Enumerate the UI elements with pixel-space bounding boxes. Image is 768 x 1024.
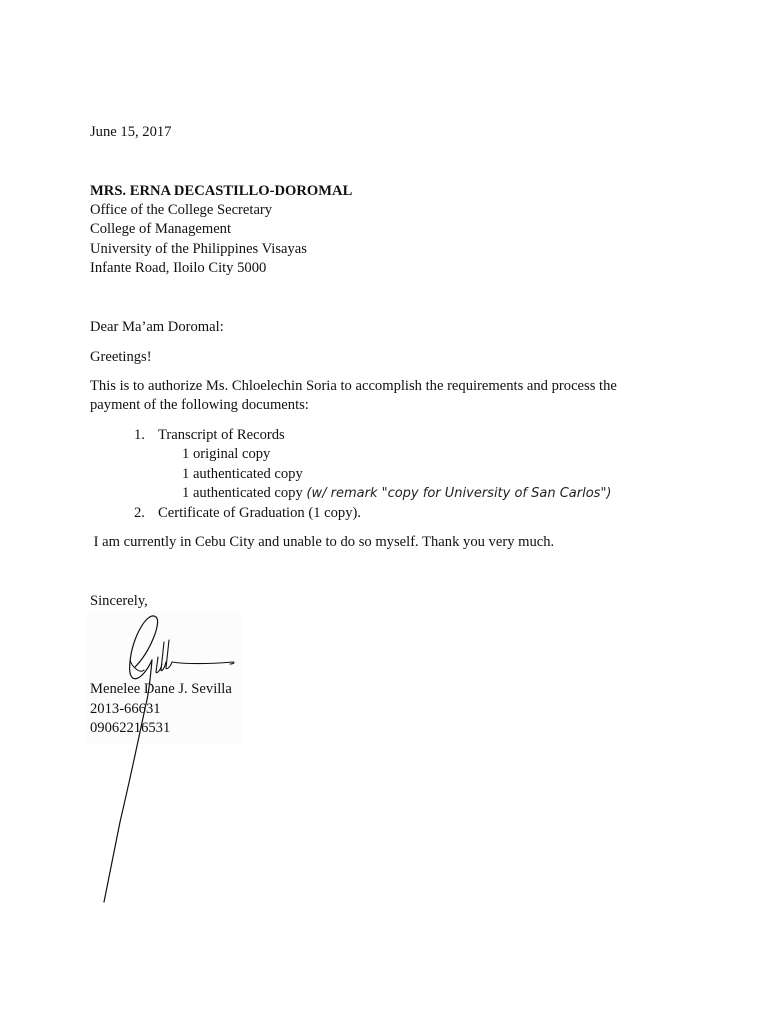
body-paragraph: This is to authorize Ms. Chloelechin Soria to accomplish the requirements and process the payment of the following documents: bbox=[90, 378, 617, 413]
list-item-number: 1. bbox=[134, 427, 145, 443]
signer-name: Menelee Dane J. Sevilla bbox=[90, 681, 232, 697]
salutation: Dear Ma’am Doromal: bbox=[90, 319, 224, 335]
copy-item-text: 1 authenticated copy bbox=[182, 485, 307, 501]
copy-item: 1 authenticated copy bbox=[182, 466, 303, 482]
greeting: Greetings! bbox=[90, 349, 152, 365]
recipient-office: Office of the College Secretary bbox=[90, 202, 273, 218]
closing-paragraph: I am currently in Cebu City and unable to do so myself. Thank you very much. bbox=[90, 534, 555, 550]
list-item-number: 2. bbox=[134, 505, 145, 521]
letter-date: June 15, 2017 bbox=[90, 124, 172, 140]
copy-remark: (w/ remark "copy for University of San Carlos") bbox=[306, 486, 612, 501]
recipient-university: University of the Philippines Visayas bbox=[90, 241, 307, 257]
copy-item: 1 original copy bbox=[182, 446, 271, 462]
recipient-college: College of Management bbox=[90, 221, 232, 237]
recipient-name: MRS. ERNA DECASTILLO-DOROMAL bbox=[90, 183, 353, 199]
signer-phone: 09062216531 bbox=[90, 720, 171, 736]
list-item-title: Transcript of Records bbox=[158, 427, 285, 443]
recipient-address: Infante Road, Iloilo City 5000 bbox=[90, 260, 267, 276]
signer-student-number: 2013-66631 bbox=[90, 701, 161, 717]
closing: Sincerely, bbox=[90, 593, 148, 609]
copy-item bbox=[182, 484, 612, 503]
list-item-title: Certificate of Graduation (1 copy). bbox=[158, 505, 362, 521]
